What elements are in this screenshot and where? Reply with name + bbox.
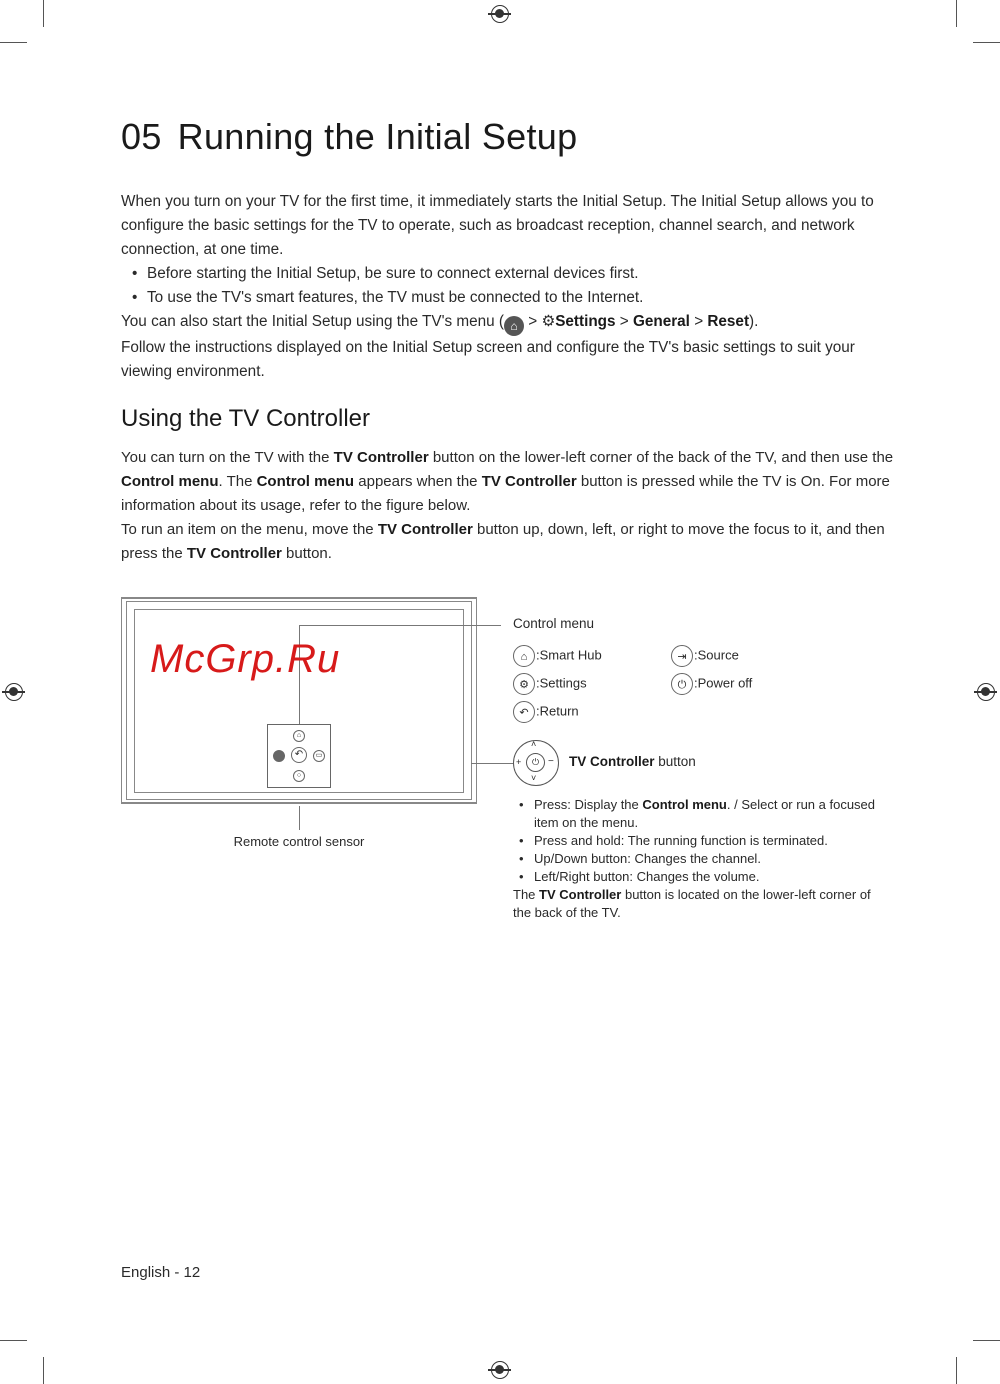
controller-note	[513, 886, 878, 922]
controller-notes	[513, 796, 878, 922]
home-icon: ⌂	[513, 645, 535, 667]
controller-bullets	[513, 796, 878, 886]
menu-prefix: You can also start the Initial Setup using the TV's menu (	[121, 313, 505, 330]
menu-suffix: ).	[749, 313, 759, 330]
control-menu-item	[513, 673, 587, 695]
list-item	[534, 868, 878, 886]
list-item	[534, 850, 878, 868]
text-run: Left/Right button: Changes the volume.	[534, 869, 760, 884]
menu-reset: Reset	[707, 313, 750, 330]
text-run: Press: Display the	[534, 797, 643, 812]
bold-term: TV Controller	[481, 473, 577, 490]
chevron-down-icon: ˅	[531, 773, 537, 783]
home-icon: ⌂	[293, 730, 305, 742]
text-run: You can turn on the TV with the	[121, 449, 334, 466]
text-run: . / Select or run a focused item on the menu.	[534, 797, 876, 830]
text-run: appears when the	[354, 473, 482, 490]
source-icon: ⇥	[671, 645, 693, 667]
text-run: button up, down, left, or right to move the focus to it, and then press the	[121, 521, 885, 562]
menu-settings: Settings	[555, 313, 616, 330]
control-menu-item	[671, 645, 739, 667]
crop-mark	[43, 1357, 44, 1384]
separator: >	[528, 313, 538, 330]
text-run: Press and hold: The running function is terminated.	[534, 833, 828, 848]
bold-term: TV Controller	[186, 545, 282, 562]
separator: >	[694, 313, 704, 330]
intro-paragraph: When you turn on your TV for the first time, it immediately starts the Initial Setup. The Initial Setup allows you to configure the basic settings for the TV to operate, such as broadcast reception, channel search, and network connection, at one time.	[121, 193, 874, 258]
control-menu-item-label: :Smart Hub	[536, 647, 602, 663]
crop-mark	[0, 42, 27, 43]
controller-bold: TV Controller	[569, 754, 655, 769]
text-run: The	[513, 887, 540, 902]
chevron-up-icon: ˄	[531, 739, 537, 749]
text-run: button on the lower-left corner of the back of the TV, and then use the	[428, 449, 894, 466]
return-icon: ↶	[513, 701, 535, 723]
bold-term: Control menu	[256, 473, 355, 490]
crop-mark	[956, 0, 957, 27]
instructions-paragraph: Follow the instructions displayed on the Initial Setup screen and configure the TV's basic settings to suit your viewing environment.	[121, 339, 855, 380]
power-icon: ⏻	[671, 673, 693, 695]
return-icon: ↶	[291, 747, 307, 763]
tv-controller-button-icon	[513, 740, 559, 786]
control-menu-item-label: :Return	[536, 703, 579, 719]
registration-mark-icon	[5, 683, 23, 701]
text-run: Up/Down button: Changes the channel.	[534, 851, 761, 866]
separator: >	[619, 313, 629, 330]
intro-bullets	[121, 262, 901, 310]
bold-term: Control menu	[642, 797, 727, 812]
control-menu-title: Control menu	[513, 616, 595, 631]
control-menu-item	[671, 673, 752, 695]
bold-term: TV Controller	[377, 521, 473, 538]
crop-mark	[973, 42, 1000, 43]
leader-line	[299, 806, 300, 830]
power-icon: ○	[293, 770, 305, 782]
list-item: • Before starting the Initial Setup, be sure to connect external devices first.	[147, 262, 901, 286]
registration-mark-icon	[977, 683, 995, 701]
text-run: . The	[218, 473, 257, 490]
chapter-number: 05	[121, 116, 162, 157]
crop-mark	[956, 1357, 957, 1384]
tv-controller-label	[569, 754, 696, 769]
crop-mark	[973, 1340, 1000, 1341]
control-menu-panel	[267, 724, 331, 788]
controller-section	[121, 446, 901, 566]
text-run: To run an item on the menu, move the	[121, 521, 378, 538]
control-menu-item-label: :Settings	[536, 675, 587, 691]
control-menu-item-label: :Source	[694, 647, 739, 663]
page-footer: English - 12	[121, 1264, 201, 1281]
controller-suffix: button	[654, 754, 696, 769]
chapter-title: Running the Initial Setup	[177, 116, 578, 157]
source-icon: ▭	[313, 750, 325, 762]
intro-section	[121, 190, 901, 384]
text-run: button is located on the lower-left corner of the back of the TV.	[513, 887, 871, 920]
settings-icon: ⚙	[513, 673, 535, 695]
leader-line	[471, 763, 514, 764]
crop-mark	[0, 1340, 27, 1341]
menu-general: General	[632, 313, 690, 330]
watermark: McGrp.Ru	[150, 637, 341, 681]
bold-term: TV Controller	[333, 449, 429, 466]
registration-mark-icon	[491, 1361, 509, 1379]
registration-mark-icon	[491, 5, 509, 23]
page-title	[121, 116, 577, 158]
control-menu-item-label: :Power off	[694, 675, 753, 691]
list-item	[534, 796, 878, 832]
minus-icon: −	[548, 756, 554, 767]
list-item: • To use the TV's smart features, the TV must be connected to the Internet.	[147, 286, 901, 310]
bold-term: TV Controller	[539, 887, 622, 902]
leader-line	[299, 625, 501, 626]
controller-paragraph	[121, 446, 901, 518]
bold-term: Control menu	[121, 473, 219, 490]
controller-run-paragraph	[121, 518, 901, 566]
remote-sensor-label: Remote control sensor	[233, 834, 365, 849]
text-run: button is pressed while the TV is On. For more information about its usage, refer to the figure below.	[121, 473, 890, 514]
control-menu-item	[513, 701, 579, 723]
text-run: button.	[281, 545, 332, 562]
crop-mark	[43, 0, 44, 27]
power-icon: ⏻	[526, 753, 545, 772]
section-heading: Using the TV Controller	[121, 405, 370, 432]
control-menu-item	[513, 645, 602, 667]
list-item	[534, 832, 878, 850]
settings-icon	[273, 750, 285, 762]
home-icon: ⌂	[504, 316, 524, 336]
menu-path-paragraph	[121, 310, 901, 336]
plus-icon: +	[516, 757, 522, 767]
settings-icon: ⚙	[541, 313, 556, 330]
